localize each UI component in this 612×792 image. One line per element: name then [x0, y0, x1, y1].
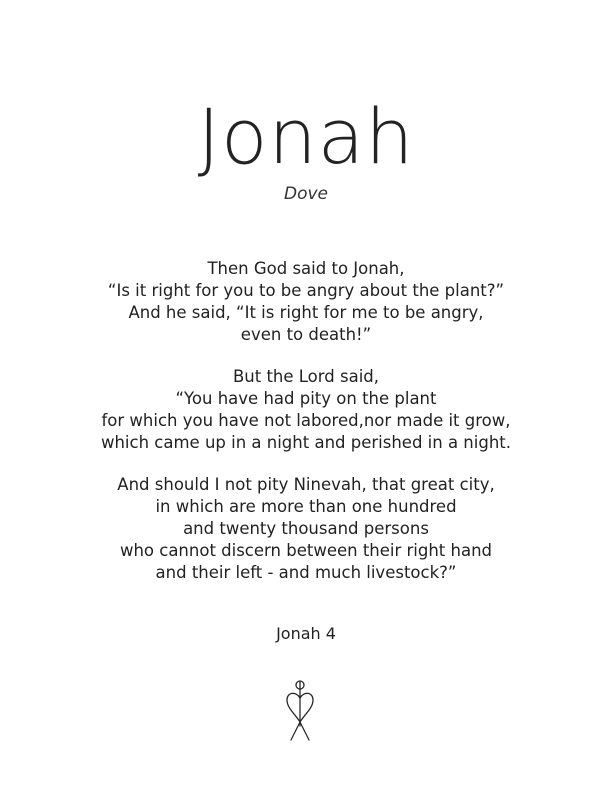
- verse-line: And he said, “It is right for me to be angry,: [128, 303, 484, 322]
- stanza-1: [0, 258, 612, 346]
- verse-line: and their left - and much livestock?”: [155, 563, 457, 582]
- scripture-reference: Jonah 4: [276, 624, 336, 643]
- verse-line: “You have had pity on the plant: [175, 389, 437, 408]
- verse-line: Then God said to Jonah,: [207, 259, 405, 278]
- page-subtitle: Dove: [283, 184, 328, 204]
- verse-line: And should I not pity Ninevah, that great city,: [117, 475, 495, 494]
- stanza-3: [0, 474, 612, 584]
- verse-line: which came up in a night and perished in a night.: [100, 433, 511, 452]
- verse-line: and twenty thousand persons: [183, 519, 429, 538]
- verse-line: who cannot discern between their right hand: [119, 541, 493, 560]
- stanza-2: [0, 366, 612, 454]
- verse-line: for which you have not labored,nor made it grow,: [101, 411, 511, 430]
- verse-line: in which are more than one hundred: [155, 497, 457, 516]
- verse-line: even to death!”: [240, 325, 372, 344]
- verse-line: “Is it right for you to be angry about the plant?”: [107, 281, 505, 300]
- verse-line: But the Lord said,: [232, 367, 380, 386]
- dove-cross-symbol-icon: [282, 676, 318, 744]
- page-title: Jonah: [197, 92, 415, 181]
